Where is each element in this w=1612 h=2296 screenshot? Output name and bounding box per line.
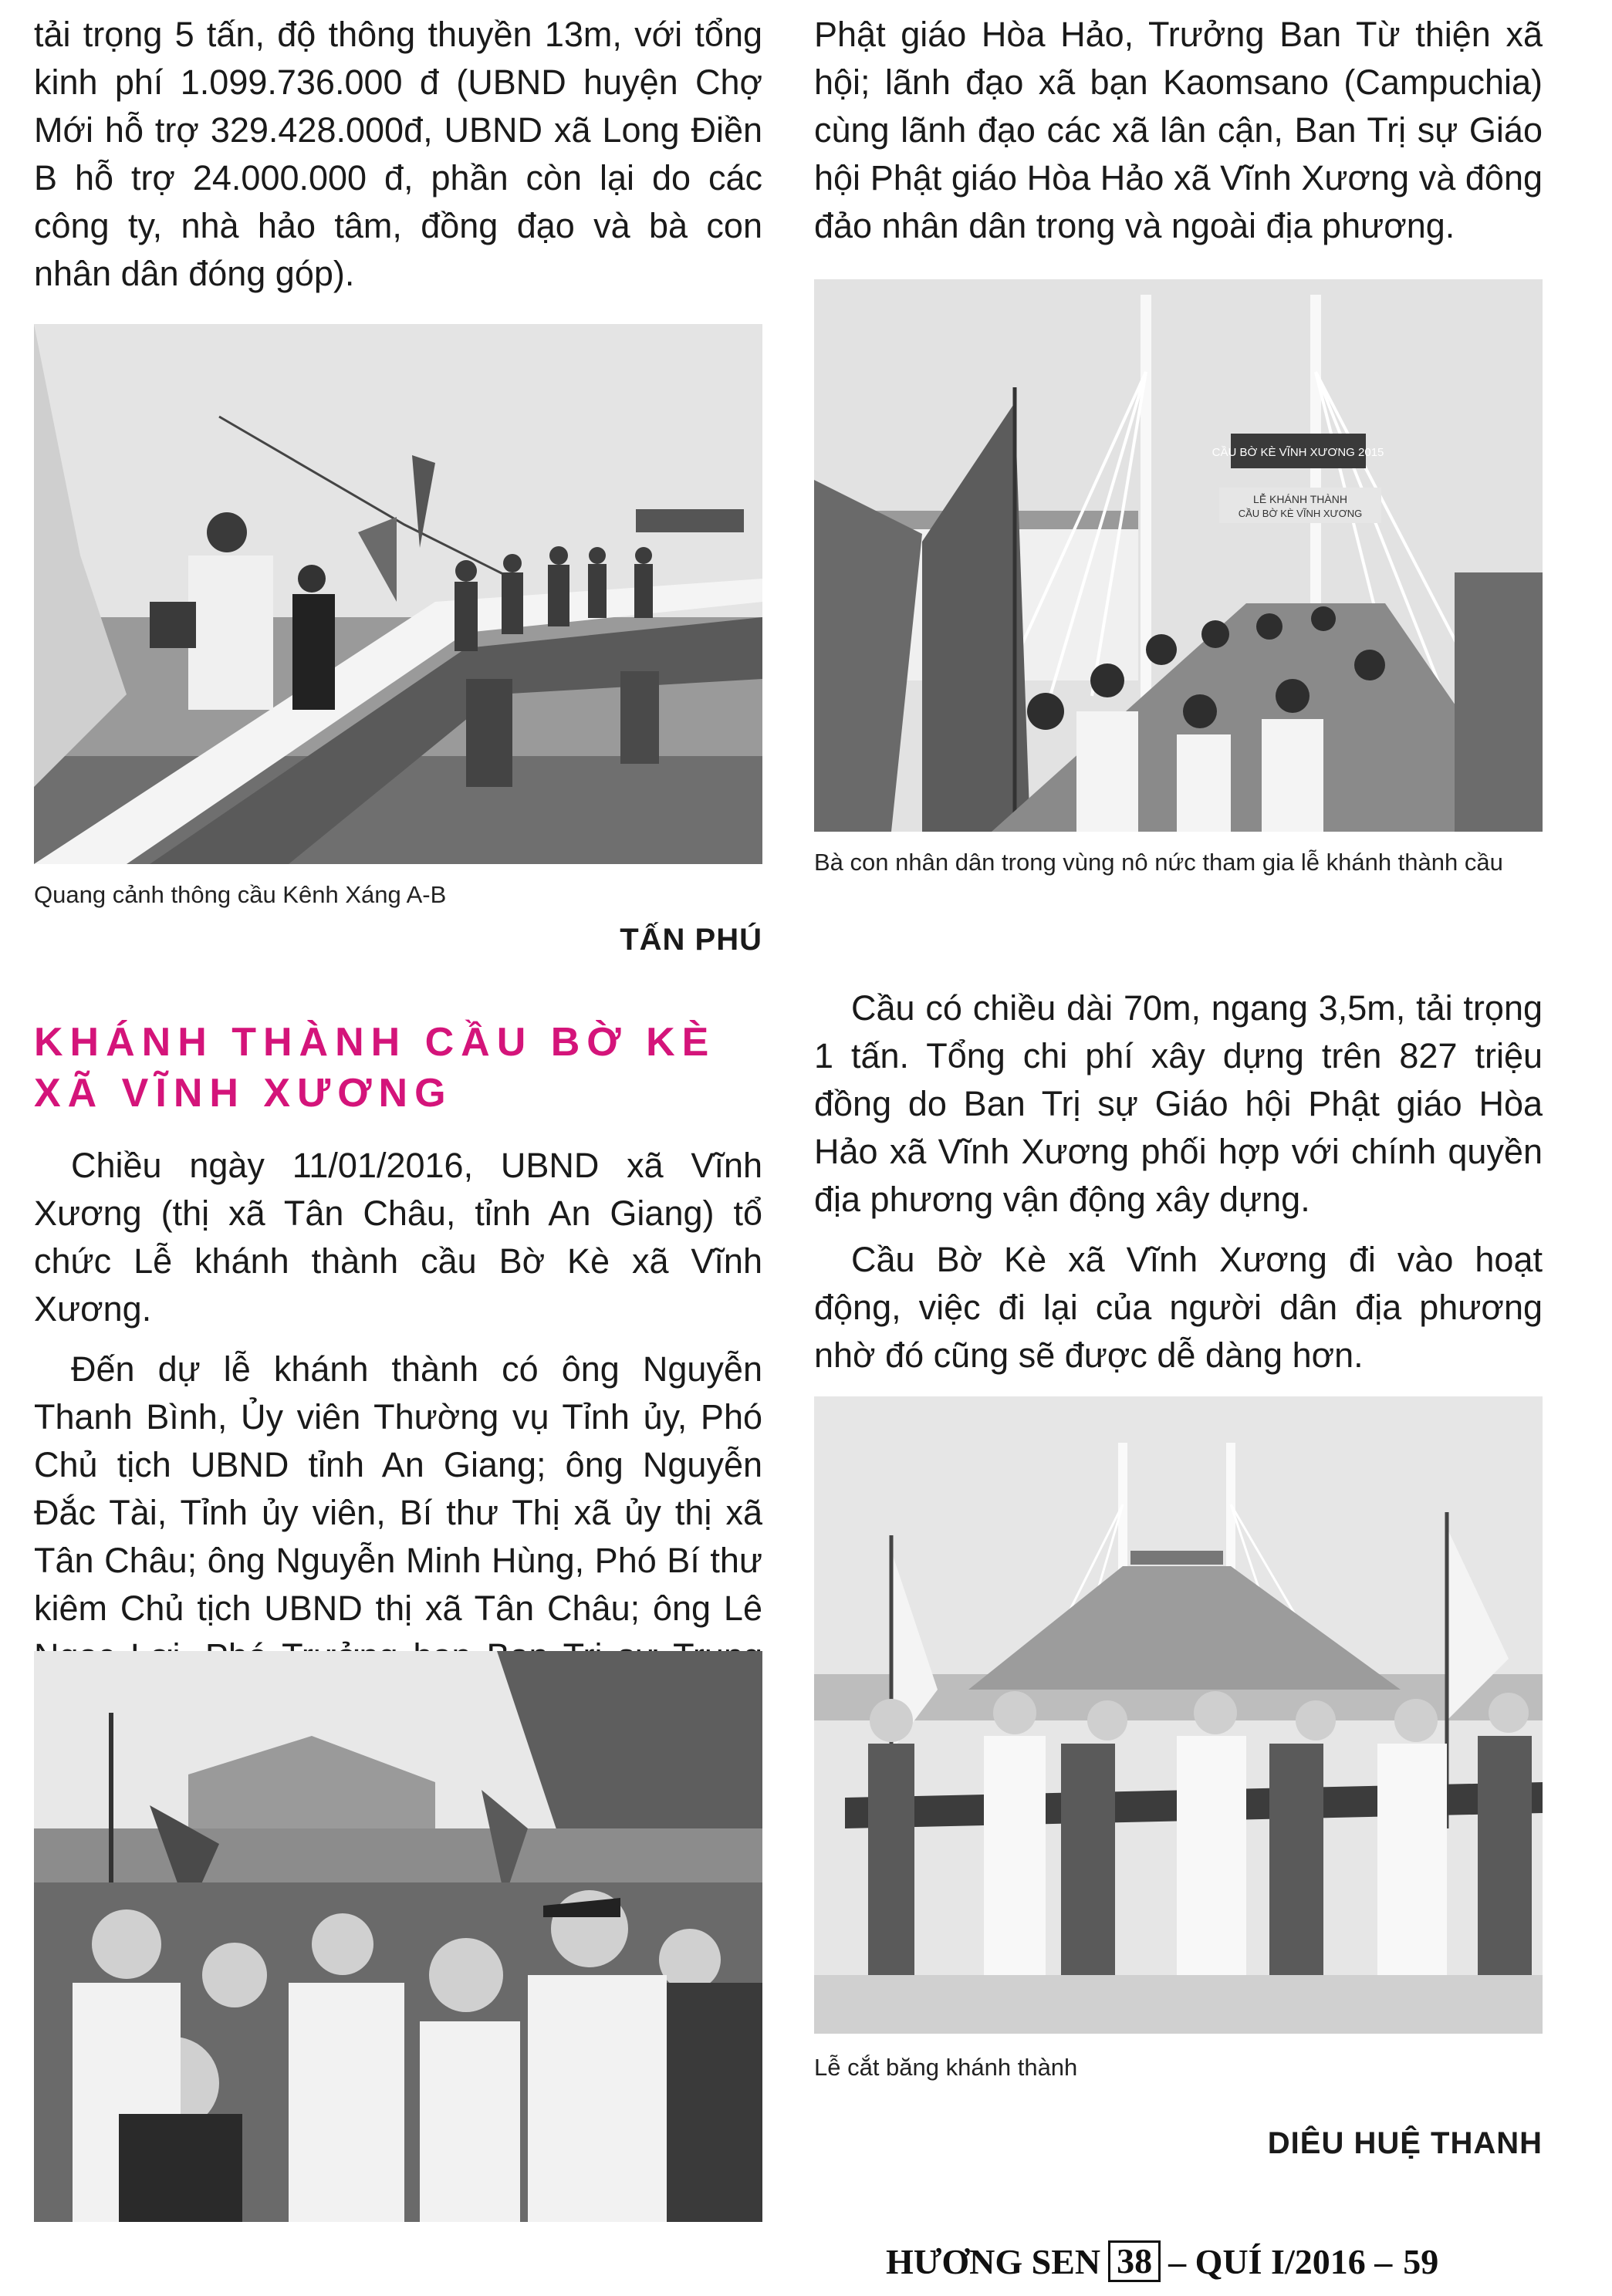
magazine-name: HƯƠNG SEN xyxy=(886,2241,1101,2281)
page-footer xyxy=(886,2240,1438,2282)
photo-bridge-opening xyxy=(34,324,762,864)
body-paragraph: Phật giáo Hòa Hảo, Trưởng Ban Từ thiện xã hội; lãnh đạo xã bạn Kaomsano (Campuchia) cùng lãnh đạo các xã lân cận, Ban Trị sự Giáo hội Phật giáo Hòa Hảo xã Vĩnh Xương và đông đảo nhân dân trong và ngoài địa phương. xyxy=(814,15,1543,245)
photo-ribbon-cutting xyxy=(814,1396,1543,2034)
body-paragraph: Chiều ngày 11/01/2016, UBND xã Vĩnh Xương (thị xã Tân Châu, tỉnh An Giang) tổ chức Lễ khánh thành cầu Bờ Kè xã Vĩnh Xương. xyxy=(34,1146,762,1329)
photo3-caption: Lễ cắt băng khánh thành xyxy=(814,2054,1078,2081)
banner-text-1: LỄ KHÁNH THÀNH xyxy=(1253,493,1347,505)
byline-tan-phu: TẤN PHÚ xyxy=(620,923,762,957)
page-number: 59 xyxy=(1403,2241,1439,2281)
body-paragraph: Cầu Bờ Kè xã Vĩnh Xương đi vào hoạt động, việc đi lại của người dân địa phương nhờ đó cũng sẽ được dễ dàng hơn. xyxy=(814,1240,1543,1375)
body-paragraph: Đến dự lễ khánh thành có ông Nguyễn Thanh Bình, Ủy viên Thường vụ Tỉnh ủy, Phó Chủ tịch UBND tỉnh An Giang; ông Nguyễn Đắc Tài, Tỉnh ủy viên, Bí thư Thị xã ủy thị xã Tân Châu; ông Nguyễn Minh Hùng, Phó Bí thư kiêm Chủ tịch UBND thị xã Tân Châu; ông Lê xyxy=(34,1349,762,1628)
byline-dieu-hue-thanh: DIÊU HUỆ THANH xyxy=(1267,2126,1543,2160)
bridge-sign-text: CẦU BỜ KÈ VĨNH XƯƠNG 2015 xyxy=(1212,446,1384,459)
issue-number: 38 xyxy=(1108,2240,1161,2282)
right-top-text xyxy=(814,11,1543,250)
photo2-caption: Bà con nhân dân trong vùng nô nức tham gia lễ khánh thành cầu xyxy=(814,849,1503,876)
left-top-text xyxy=(34,11,762,298)
body-paragraph: Cầu có chiều dài 70m, ngang 3,5m, tải trọng 1 tấn. Tổng chi phí xây dựng trên 827 triệu đồng do Ban Trị sự Giáo hội Phật giáo Hòa Hảo xã Vĩnh Xương phối hợp với chính quyền địa phương vận động xây dựng. xyxy=(814,988,1543,1219)
photo-crowd xyxy=(34,1651,762,2222)
photo1-caption: Quang cảnh thông cầu Kênh Xáng A-B xyxy=(34,881,447,908)
article-headline: KHÁNH THÀNH CẦU BỜ KÈ XÃ VĨNH XƯƠNG xyxy=(34,1020,716,1116)
banner-text-2: CẦU BỜ KÈ VĨNH XƯƠNG xyxy=(1238,508,1363,519)
right-article-text xyxy=(814,984,1543,1379)
left-article-text xyxy=(34,1142,762,1728)
body-paragraph: tải trọng 5 tấn, độ thông thuyền 13m, với tổng kinh phí 1.099.736.000 đ (UBND huyện Chợ Mới hỗ trợ 329.428.000đ, UBND xã Long Điền B hỗ trợ 24.000.000 đ, phần còn lại do các công ty, nhà hảo tâm, đồng đạo và bà con nhân dân đóng góp). xyxy=(34,15,762,293)
photo-people-on-bridge xyxy=(814,279,1543,832)
issue-quarter: – QUÍ I/2016 – xyxy=(1168,2241,1393,2281)
